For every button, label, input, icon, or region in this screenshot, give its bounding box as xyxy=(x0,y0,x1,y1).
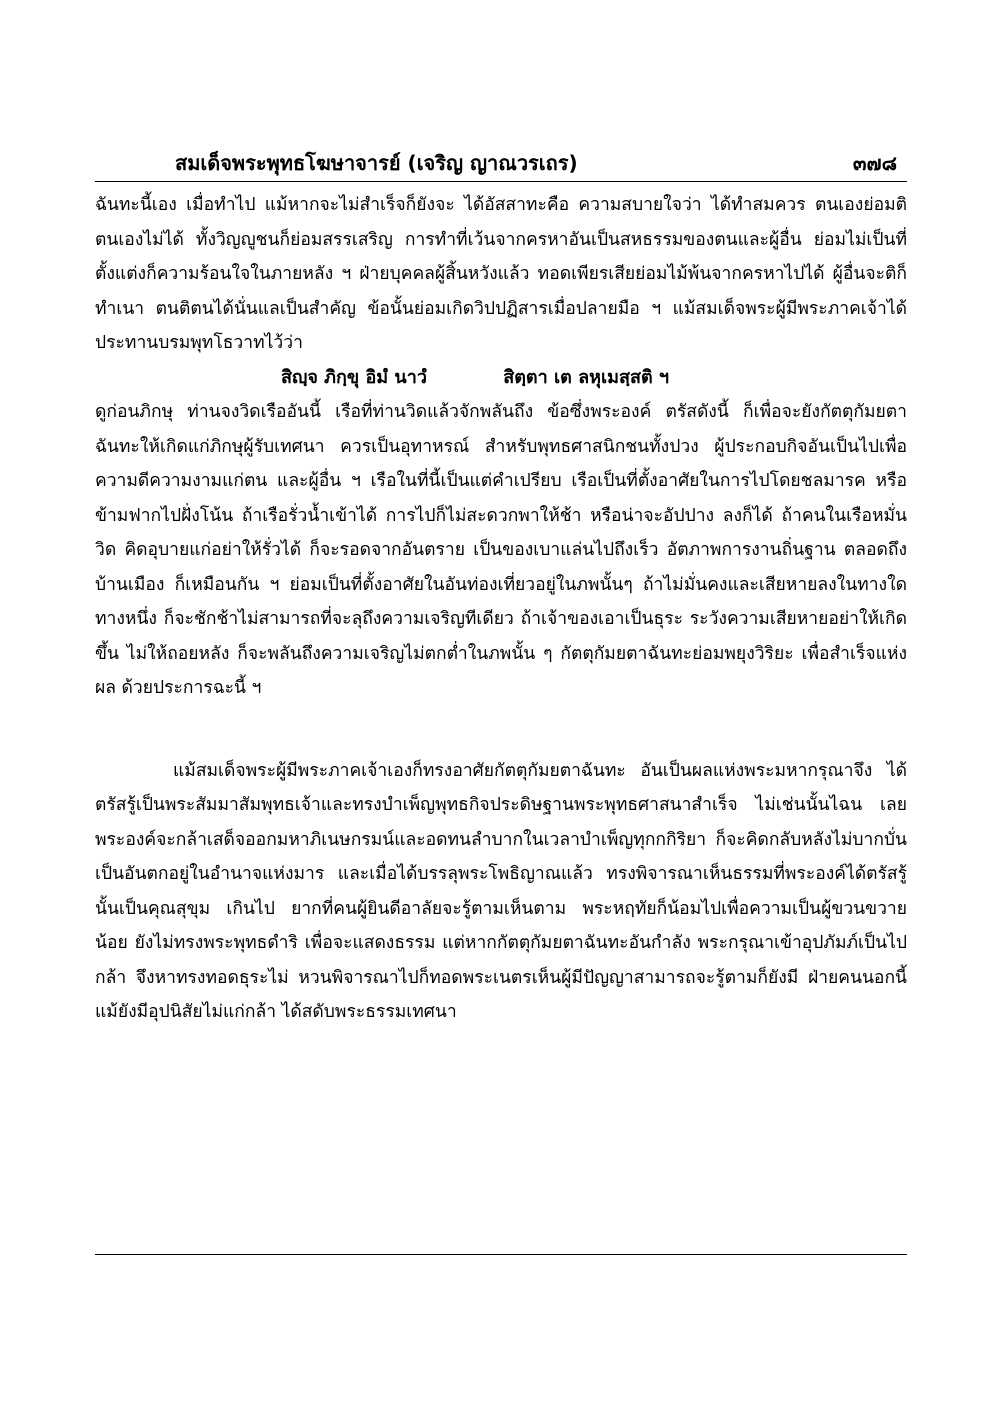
page-number: ๓๗๘ xyxy=(852,151,897,175)
paragraph-2: ดูก่อนภิกษุ ท่านจงวิดเรืออันนี้ เรือที่ท่านวิดแล้วจักพลันถึง ข้อซึ่งพระองค์ ตรัสดังนี้ ก็เพื่อจะยังกัตตุกัมยตาฉันทะให้เกิดแก่ภิกษุผู้รับเทศนา ควรเป็นอุทาหรณ์ สำหรับพุทธศาสนิกชนทั้งปวง ผู้ประกอบกิจอันเป็นไปเพื่อความดีความงามแก่ตน และผู้อื่น ฯ เรือในที่นี้เป็นแต่คำเปรียบ เรือเป็นที่ตั้งอาศัยในการไปโดยชลมารค หรือ ข้ามฟากไปฝั่งโน้น ถ้าเรือรั่วน้ำเข้าได้ การไปก็ไม่สะดวกพาให้ช้า หรือน่าจะอัปปาง ลงก็ได้ ถ้าคนในเรือหมั่นวิด คิดอุบายแก่อย่าให้รั่วได้ ก็จะรอดจากอันตราย เป็นของเบาแล่นไปถึงเร็ว อัตภาพการงานถิ่นฐาน ตลอดถึงบ้านเมือง ก็เหมือนกัน ฯ ย่อมเป็นที่ตั้งอาศัยในอันท่องเที่ยวอยู่ในภพนั้นๆ ถ้าไม่มั่นคงและเสียหายลงในทางใดทางหนึ่ง ก็จะชักช้าไม่สามารถที่จะลุถึงความเจริญทีเดียว ถ้าเจ้าของเอาเป็นธุระ ระวังความเสียหายอย่าให้เกิดขึ้น ไม่ให้ถอยหลัง ก็จะพลันถึงความเจริญไม่ตกต่ำในภพนั้น ๆ กัตตุกัมยตาฉันทะย่อมพยุงวิริยะ เพื่อสำเร็จแห่งผล ด้วยประการฉะนี้ ฯ xyxy=(95,402,907,698)
running-header xyxy=(95,145,907,182)
pali-verse-second-half: สิตฺตา เต ลหุเมสฺสติ ฯ xyxy=(503,366,670,388)
body-text xyxy=(95,188,907,1030)
page-title: สมเด็จพระพุทธโฆษาจารย์ (เจริญ ญาณวรเถร) xyxy=(175,151,578,175)
paragraph-3: แม้สมเด็จพระผู้มีพระภาคเจ้าเองก็ทรงอาศัยกัตตุกัมยตาฉันทะ อันเป็นผลแห่งพระมหากรุณาจึง ได้ตรัสรู้เป็นพระสัมมาสัมพุทธเจ้าและทรงบำเพ็ญพุทธกิจประดิษฐานพระพุทธศาสนาสำเร็จ ไม่เช่นนั้นไฉน เลยพระองค์จะกล้าเสด็จออกมหาภิเนษกรมน์และอดทนลำบากในเวลาบำเพ็ญทุกกกิริยา ก็จะคิดกลับหลังไม่บากบั่น เป็นอันตกอยู่ในอำนาจแห่งมาร และเมื่อได้บรรลุพระโพธิญาณแล้ว ทรงพิจารณาเห็นธรรมที่พระองค์ได้ตรัสรู้นั้นเป็นคุณสุขุม เกินไป ยากที่คนผู้ยินดีอาลัยจะรู้ตามเห็นตาม พระหฤทัยก็น้อมไปเพื่อความเป็นผู้ขวนขวายน้อย ยังไม่ทรงพระพุทธดำริ เพื่อจะแสดงธรรม แต่หากกัตตุกัมยตาฉันทะอันกำลัง พระกรุณาเข้าอุปภัมภ์เป็นไปกล้า จึงหาทรงทอดธุระไม่ หวนพิจารณาไปก็ทอดพระเนตรเห็นผู้มีปัญญาสามารถจะรู้ตามก็ยังมี ฝ่ายคนนอกนี้แม้ยังมีอุปนิสัยไม่แก่กล้า ได้สดับพระธรรมเทศนา xyxy=(95,760,907,1022)
pali-verse-first-half: สิญฺจ ภิกฺขุ อิมํ นาวํ xyxy=(281,366,427,388)
pali-verse xyxy=(95,361,907,396)
paragraph-1: ฉันทะนี้เอง เมื่อทำไป แม้หากจะไม่สำเร็จก็ยังจะ ได้อัสสาทะคือ ความสบายใจว่า ได้ทำสมควร ตนเองย่อมติตนเองไม่ได้ ทั้งวิญญูชนก็ย่อมสรรเสริญ การทำที่เว้นจากครหาอันเป็นสหธรรมของตนและผู้อื่น ย่อมไม่เป็นที่ตั้งแต่งก็ความร้อนใจในภายหลัง ฯ ฝ่ายบุคคลผู้สิ้นหวังแล้ว ทอดเพียรเสียย่อมไม้พ้นจากครหาไปได้ ผู้อื่นจะติก็ทำเนา ตนติตนได้นั่นแลเป็นสำคัญ ข้อนั้นย่อมเกิดวิปปฏิสารเมื่อปลายมือ ฯ แม้สมเด็จพระผู้มีพระภาคเจ้าได้ประทานบรมพุทโธวาทไว้ว่า xyxy=(95,195,907,353)
paragraph-spacer xyxy=(95,706,907,754)
footer-divider xyxy=(95,1254,907,1255)
